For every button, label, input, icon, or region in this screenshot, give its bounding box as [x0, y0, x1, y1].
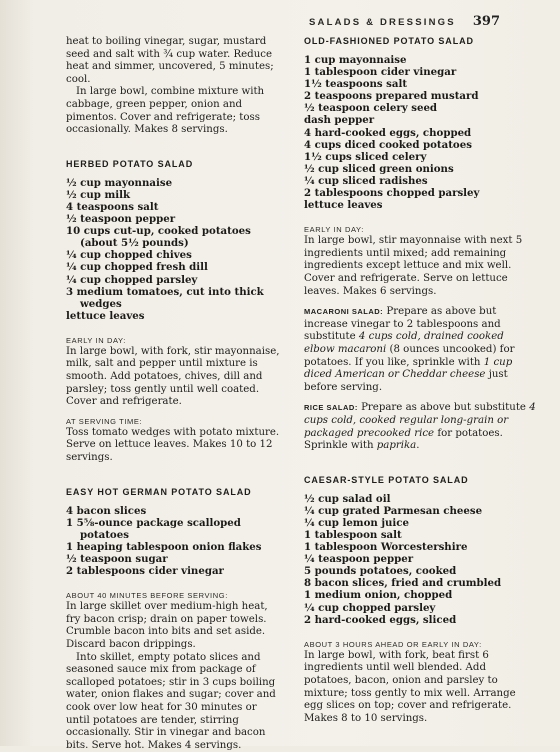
intro-paragraph-1: heat to boiling vinegar, sugar, mustard seed and salt with ¾ cup water. Reduce heat and simmer, uncovered, 5 minutes; cool.: [66, 36, 274, 85]
ingredient-item: 1½ cups sliced celery: [304, 150, 427, 163]
step-label-early: EARLY IN DAY:: [304, 225, 364, 235]
ingredient-item: 2 hard-cooked eggs, sliced: [304, 613, 457, 626]
ingredient-item: 4 hard-cooked eggs, chopped: [304, 126, 472, 139]
recipe-title-caesar-style-potato-salad: CAESAR-STYLE POTATO SALAD: [304, 474, 469, 485]
ingredient-item: ½ teaspoon celery seed: [304, 102, 438, 115]
running-head: [309, 14, 500, 29]
variation-text: Prepare as above but substitute: [357, 402, 530, 414]
ingredient-item: ½ cup sliced green onions: [304, 162, 454, 175]
variation-label: MACARONI SALAD:: [304, 307, 384, 317]
variation-italic: 4 cups cold, cooked regular long-grain or packaged precooked rice: [304, 402, 536, 439]
step-text-ahead: In large bowl, with fork, beat first 6 ingredients until well blended. Add potatoes, bacon, onion and parsley to mixture; toss gently to mix well. Arrange egg slices on top; cover and refrigerate. Makes 8 to 10 servings.: [304, 649, 516, 724]
ingredient-item: 4 cups diced cooked potatoes: [304, 138, 472, 151]
ingredient-item: 10 cups cut-up, cooked potatoes (about 5½ pounds): [66, 225, 251, 250]
ingredient-item: 1 5⅝-ounce package scalloped potatoes: [66, 516, 241, 541]
ingredient-item: ¼ cup grated Parmesan cheese: [304, 504, 483, 517]
ingredient-item: ¼ cup chopped parsley: [304, 601, 436, 614]
ingredient-item: ½ cup salad oil: [304, 492, 391, 505]
ingredient-item: ¼ cup chopped parsley: [66, 273, 198, 286]
ingredient-item: 2 tablespoons chopped parsley: [304, 187, 480, 200]
variation-italic: 4 cups cold, drained cooked elbow macaroni: [304, 331, 504, 355]
ingredient-item: 2 teaspoons prepared mustard: [304, 90, 479, 103]
ingredient-item: 1½ teaspoons salt: [304, 78, 408, 91]
recipe-title-german-potato-salad: EASY HOT GERMAN POTATO SALAD: [66, 486, 252, 497]
ingredient-item: 1 tablespoon cider vinegar: [304, 66, 457, 79]
variation-italic: paprika: [376, 440, 417, 452]
ingredient-item: 1 medium onion, chopped: [304, 589, 453, 602]
ingredient-item: ½ teaspoon pepper: [66, 213, 176, 226]
variation-text: .: [416, 440, 420, 452]
variation-text: (8 ounces uncooked) for potatoes. If you like, sprinkle with: [304, 343, 515, 368]
variation-text: for potatoes. Sprinkle with: [304, 427, 503, 452]
recipe-title-old-fashioned-potato-salad: OLD-FASHIONED POTATO SALAD: [304, 36, 474, 46]
ingredient-item: 4 bacon slices: [66, 504, 147, 517]
ingredient-item: lettuce leaves: [66, 309, 145, 322]
ingredient-list-german: [66, 505, 280, 578]
ingredient-item: dash pepper: [304, 114, 375, 127]
variation-rice-salad: [304, 402, 536, 452]
section-title: SALADS & DRESSINGS: [309, 17, 456, 28]
ingredient-list-caesar: [304, 493, 536, 626]
step-label-early: EARLY IN DAY:: [66, 335, 126, 345]
ingredient-item: ½ cup milk: [66, 188, 131, 201]
ingredient-item: lettuce leaves: [304, 199, 383, 212]
ingredient-item: ¼ teaspoon pepper: [304, 553, 414, 566]
ingredient-item: ¼ cup sliced radishes: [304, 174, 428, 187]
intro-paragraph-2: In large bowl, combine mixture with cabbage, green pepper, onion and pimentos. Cover and refrigerate; toss occasionally. Makes 8 servings.: [66, 86, 265, 136]
ingredient-item: ¼ cup chopped chives: [66, 249, 192, 262]
ingredient-item: ½ teaspoon sugar: [66, 553, 168, 565]
ingredient-item: 1 cup mayonnaise: [304, 54, 407, 66]
ingredient-item: 5 pounds potatoes, cooked: [304, 565, 457, 578]
step-text-early: In large bowl, with fork, stir mayonnaise, milk, salt and pepper until mixture is smooth. Add potatoes, chives, dill and parsley; toss gently until well coated. Cover and refrigerate.: [66, 345, 280, 408]
ingredient-list-old-fashioned: [304, 54, 536, 211]
ingredient-item: ¼ cup chopped fresh dill: [66, 261, 208, 274]
ingredient-list-herbed: [66, 177, 280, 322]
recipe-title-herbed-potato-salad: HERBED POTATO SALAD: [66, 158, 194, 169]
ingredient-item: 1 tablespoon salt: [304, 529, 402, 541]
ingredient-item: 3 medium tomatoes, cut into thick wedges: [66, 285, 264, 310]
variation-italic: 1 cup diced American or Cheddar cheese: [304, 356, 513, 381]
ingredient-item: 2 tablespoons cider vinegar: [66, 565, 224, 578]
variation-text: just before serving.: [304, 369, 508, 393]
ingredient-item: 8 bacon slices, fried and crumbled: [304, 577, 502, 590]
variation-text: Prepare as above but increase vinegar to 2 tablespoons and substitute: [304, 306, 501, 343]
ingredient-item: 1 tablespoon Worcestershire: [304, 541, 468, 554]
ingredient-item: ¼ cup lemon juice: [304, 516, 409, 529]
step-text-1: In large skillet over medium-high heat, fry bacon crisp; drain on paper towels. Crumble bacon into bits and set aside. Discard bacon drippings.: [66, 601, 268, 650]
ingredient-item: ½ cup mayonnaise: [66, 176, 173, 189]
variation-label: RICE SALAD:: [304, 403, 358, 413]
variation-macaroni-salad: [304, 306, 536, 394]
step-label-ahead: ABOUT 3 HOURS AHEAD OR EARLY IN DAY:: [304, 639, 482, 649]
step-text-2: Into skillet, empty potato slices and seasoned sauce mix from package of scalloped potatoes; stir in 3 cups boiling water, onion flakes and sugar; cover and cook over low heat for 30 minutes or until potatoes are tender, stirring occasionally. Stir in vinegar and bacon bits. Serve hot. Makes 4 servings.: [66, 651, 276, 751]
step-label-before-serving: ABOUT 40 MINUTES BEFORE SERVING:: [66, 591, 228, 601]
right-column: [304, 36, 536, 725]
step-label-serving: AT SERVING TIME:: [66, 416, 143, 426]
page-number: 397: [472, 14, 500, 29]
ingredient-item: 1 heaping tablespoon onion flakes: [66, 540, 262, 553]
step-text-early: In large bowl, stir mayonnaise with next 5 ingredients until mixed; add remaining ingredients except lettuce and mix well. Cover and refrigerate. Serve on lettuce leaves. Makes 6 servings.: [304, 235, 523, 297]
step-text-serving: Toss tomato wedges with potato mixture. Serve on lettuce leaves. Makes 10 to 12 servings.: [66, 426, 280, 464]
ingredient-item: 4 teaspoons salt: [66, 200, 159, 213]
left-column: [66, 36, 280, 752]
